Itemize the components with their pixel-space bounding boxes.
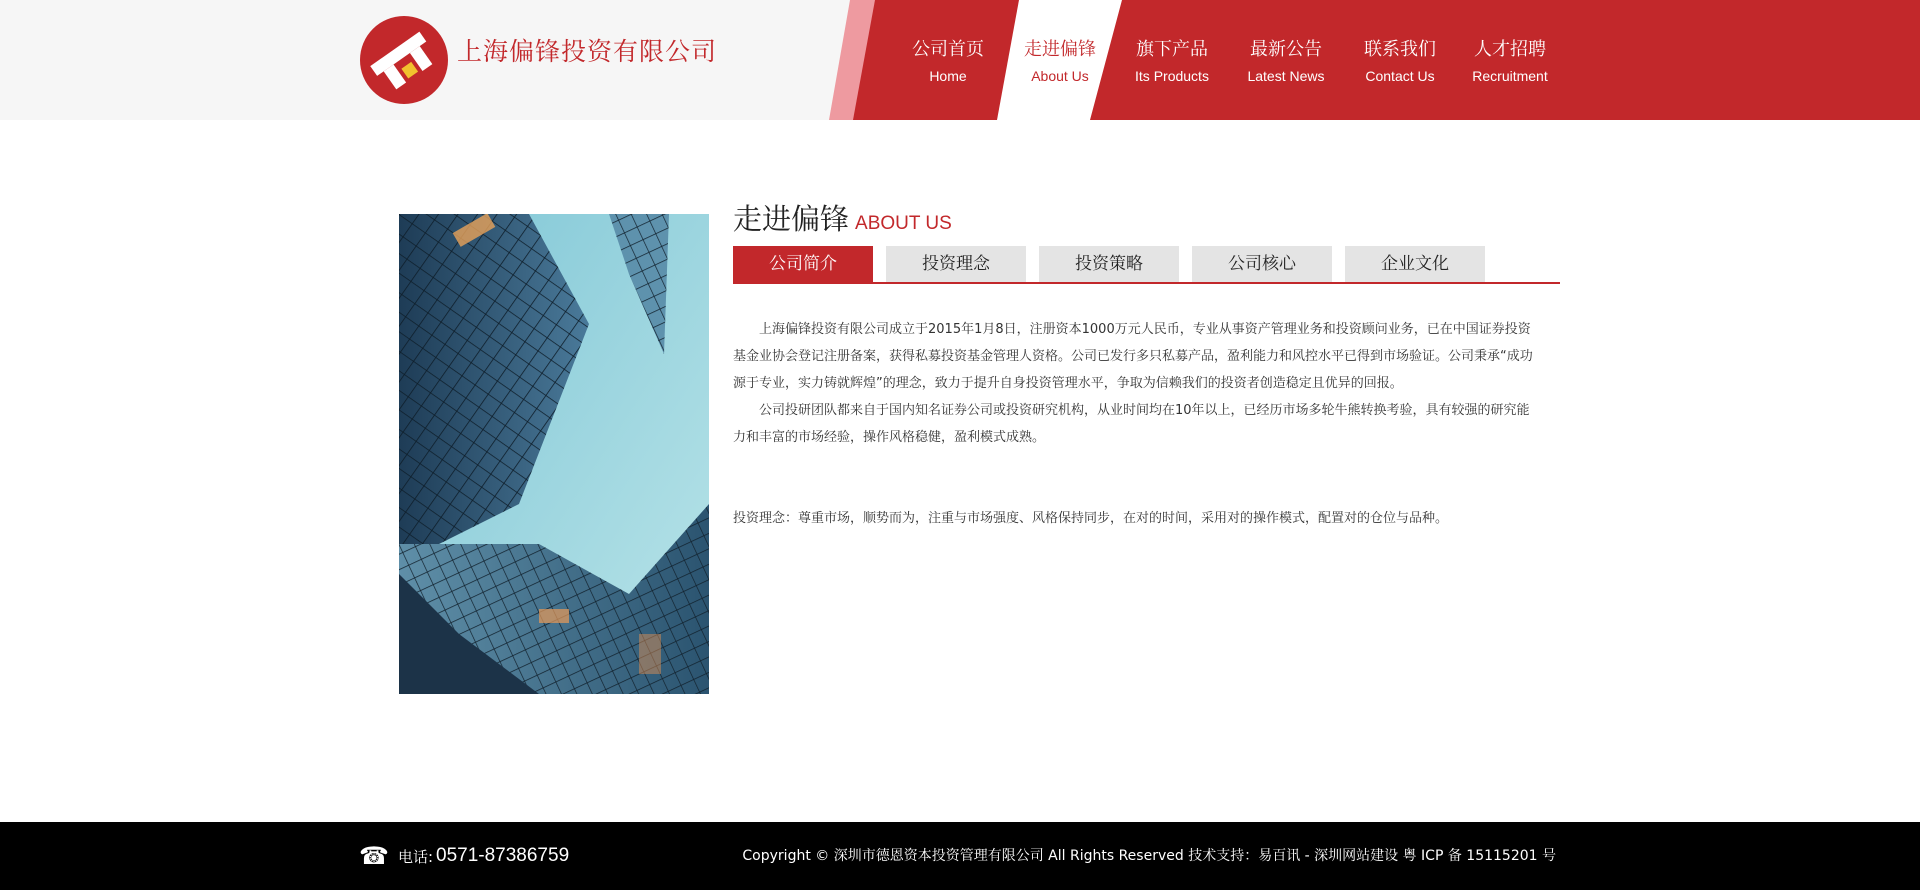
section-title-zh: 走进偏锋 — [733, 202, 850, 236]
nav-sublabel: Contact Us — [1365, 68, 1435, 84]
nav-latest-news[interactable] — [1231, 38, 1341, 86]
section-title-en: ABOUT US — [855, 213, 952, 234]
tab-company-core[interactable]: 公司核心 — [1192, 246, 1332, 282]
nav-sublabel: About Us — [1031, 68, 1089, 84]
content-paragraph: 公司投研团队都来自于国内知名证券公司或投资研究机构，从业时间均在10年以上，已经历市场多轮牛熊转换考验，具有较强的研究能力和丰富的市场经验，操作风格稳健，盈利模式成熟。 — [733, 403, 1530, 445]
about-content — [733, 316, 1533, 532]
nav-label: 最新公告 — [1250, 39, 1322, 60]
content-paragraph: 投资理念：尊重市场，顺势而为，注重与市场强度、风格保持同步，在对的时间，采用对的操作模式，配置对的仓位与品种。 — [733, 511, 1449, 526]
header — [0, 0, 1920, 120]
nav-label: 走进偏锋 — [1024, 39, 1096, 60]
phone-label: 电话: — [398, 848, 434, 866]
nav-label: 联系我们 — [1364, 39, 1436, 60]
building-photo — [399, 214, 709, 694]
footer — [0, 822, 1920, 890]
nav-recruitment[interactable] — [1455, 38, 1565, 86]
nav-sublabel: Home — [929, 68, 967, 84]
company-name: 上海偏锋投资有限公司 — [457, 37, 718, 66]
about-tabs — [733, 246, 1560, 284]
nav-sublabel: Recruitment — [1472, 68, 1548, 84]
tab-company-intro[interactable]: 公司简介 — [733, 246, 873, 282]
nav-sublabel: Its Products — [1135, 68, 1209, 84]
nav-sublabel: Latest News — [1247, 68, 1325, 84]
section-title — [733, 197, 952, 238]
copyright-text: Copyright © 深圳市德恩资本投资管理有限公司 All Rights Reserved 技术支持：易百讯 - 深圳网站建设 粤 ICP 备 15115201 号 — [742, 848, 1556, 864]
company-logo — [360, 16, 448, 104]
nav-about-us[interactable] — [1005, 38, 1115, 86]
nav-products[interactable] — [1117, 38, 1227, 86]
content-paragraph: 上海偏锋投资有限公司成立于2015年1月8日，注册资本1000万元人民币，专业从事资产管理业务和投资顾问业务，已在中国证券投资基金业协会登记注册备案，获得私募投资基金管理人资格。公司已发行多只私募产品，盈利能力和风控水平已得到市场验证。公司秉承“成功源于专业，实力铸就辉煌”的理念，致力于提升自身投资管理水平，争取为信赖我们的投资者创造稳定且优异的回报。 — [733, 322, 1533, 391]
nav-home[interactable] — [893, 38, 1003, 86]
phone-icon: ☎ — [359, 842, 389, 870]
phone-number: 0571-87386759 — [436, 845, 570, 866]
tab-investment-philosophy[interactable]: 投资理念 — [886, 246, 1026, 282]
nav-label: 人才招聘 — [1474, 39, 1546, 60]
tab-corporate-culture[interactable]: 企业文化 — [1345, 246, 1485, 282]
tab-investment-strategy[interactable]: 投资策略 — [1039, 246, 1179, 282]
nav-label: 公司首页 — [912, 39, 984, 60]
nav-contact-us[interactable] — [1345, 38, 1455, 86]
nav-label: 旗下产品 — [1136, 39, 1208, 60]
